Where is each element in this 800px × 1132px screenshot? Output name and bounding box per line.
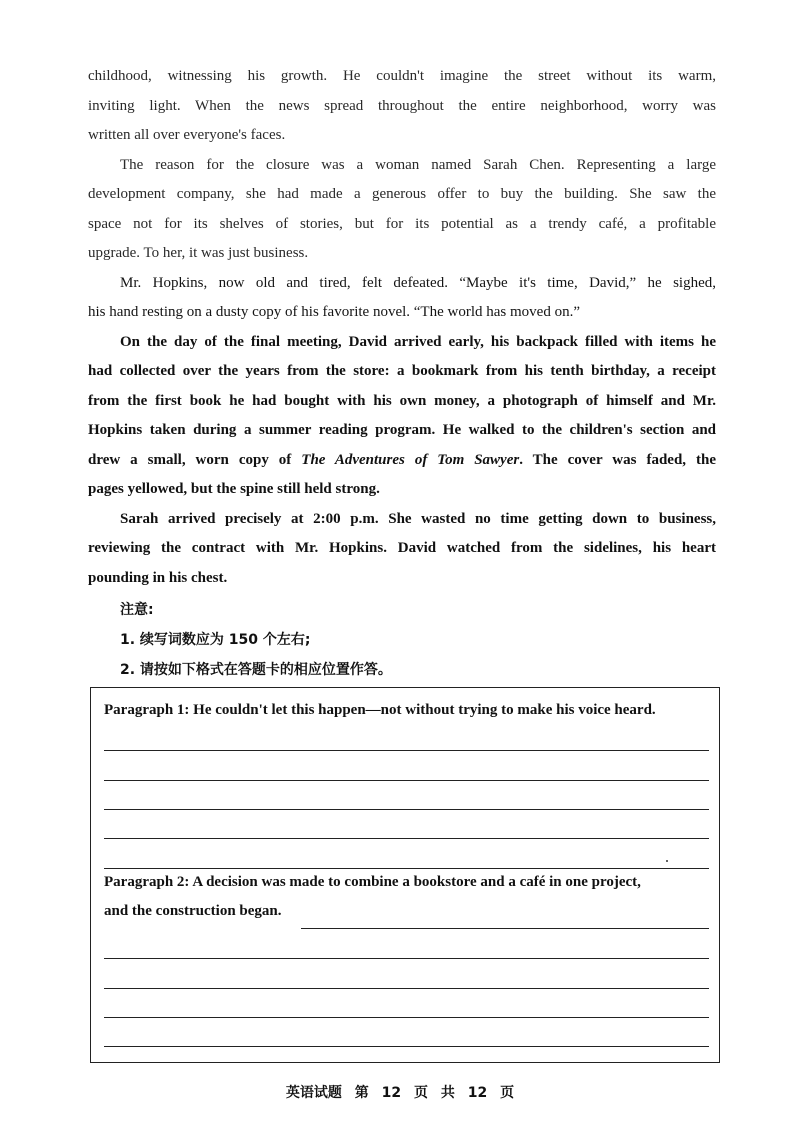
story-line: upgrade. To her, it was just business. (88, 245, 309, 261)
story-line: had collected over the years from the store: a bookmark from his tenth birthday, a receipt (88, 363, 716, 379)
writing-line[interactable] (104, 809, 709, 810)
story-line: pages yellowed, but the spine still held strong. (88, 481, 380, 497)
notes-item-word-count: 1. 续写词数应为 150 个左右; (120, 632, 311, 648)
writing-line[interactable] (104, 750, 709, 751)
paragraph1-prompt: Paragraph 1: He couldn't let this happen—not without trying to make his voice heard. (104, 702, 656, 718)
story-line: from the first book he had bought with his own money, a photograph of himself and Mr. (88, 392, 716, 409)
paragraph2-prompt-continued: and the construction began. (104, 903, 282, 919)
story-line: childhood, witnessing his growth. He couldn't imagine the street without its warm, (88, 68, 716, 84)
writing-line[interactable] (104, 868, 709, 869)
story-line: Sarah arrived precisely at 2:00 p.m. She wasted no time getting down to business, (120, 510, 716, 527)
story-line: written all over everyone's faces. (88, 127, 286, 143)
notes-item-format: 2. 请按如下格式在答题卡的相应位置作答。 (120, 662, 392, 678)
story-line: pounding in his chest. (88, 569, 228, 586)
writing-line[interactable] (104, 780, 709, 781)
story-line: Hopkins taken during a summer reading program. He walked to the children's section and (88, 422, 716, 438)
story-line: his hand resting on a dusty copy of his favorite novel. “The world has moved on.” (88, 304, 580, 320)
story-line: On the day of the final meeting, David arrived early, his backpack filled with items he (120, 333, 716, 350)
story-text (88, 62, 716, 593)
story-line: drew a small, worn copy of The Adventures of Tom Sawyer. The cover was faded, the (88, 451, 716, 468)
story-line: inviting light. When the news spread throughout the entire neighborhood, worry was (88, 97, 716, 114)
story-line: reviewing the contract with Mr. Hopkins. David watched from the sidelines, his heart (88, 540, 716, 556)
story-line: Mr. Hopkins, now old and tired, felt defeated. “Maybe it's time, David,” he sighed, (120, 274, 716, 291)
story-line: development company, she had made a generous offer to buy the building. She saw the (88, 186, 716, 202)
notes-section (120, 595, 720, 685)
paragraph2-prompt: Paragraph 2: A decision was made to combine a bookstore and a café in one project, (104, 874, 641, 890)
writing-line[interactable] (104, 838, 709, 839)
answer-box (90, 687, 720, 1063)
notes-heading: 注意: (120, 602, 154, 618)
story-line: The reason for the closure was a woman named Sarah Chen. Representing a large (120, 156, 716, 173)
writing-line[interactable] (104, 988, 709, 989)
writing-line[interactable] (104, 958, 709, 959)
story-line: space not for its shelves of stories, but for its potential as a trendy café, a profitable (88, 215, 716, 232)
page-footer: 英语试题 第 12 页 共 12 页 (285, 1085, 515, 1101)
writing-line[interactable] (301, 928, 709, 929)
writing-line[interactable] (104, 1017, 709, 1018)
print-speck (666, 860, 668, 862)
writing-line[interactable] (104, 1046, 709, 1047)
book-title: The Adventures of Tom Sawyer (301, 451, 520, 468)
